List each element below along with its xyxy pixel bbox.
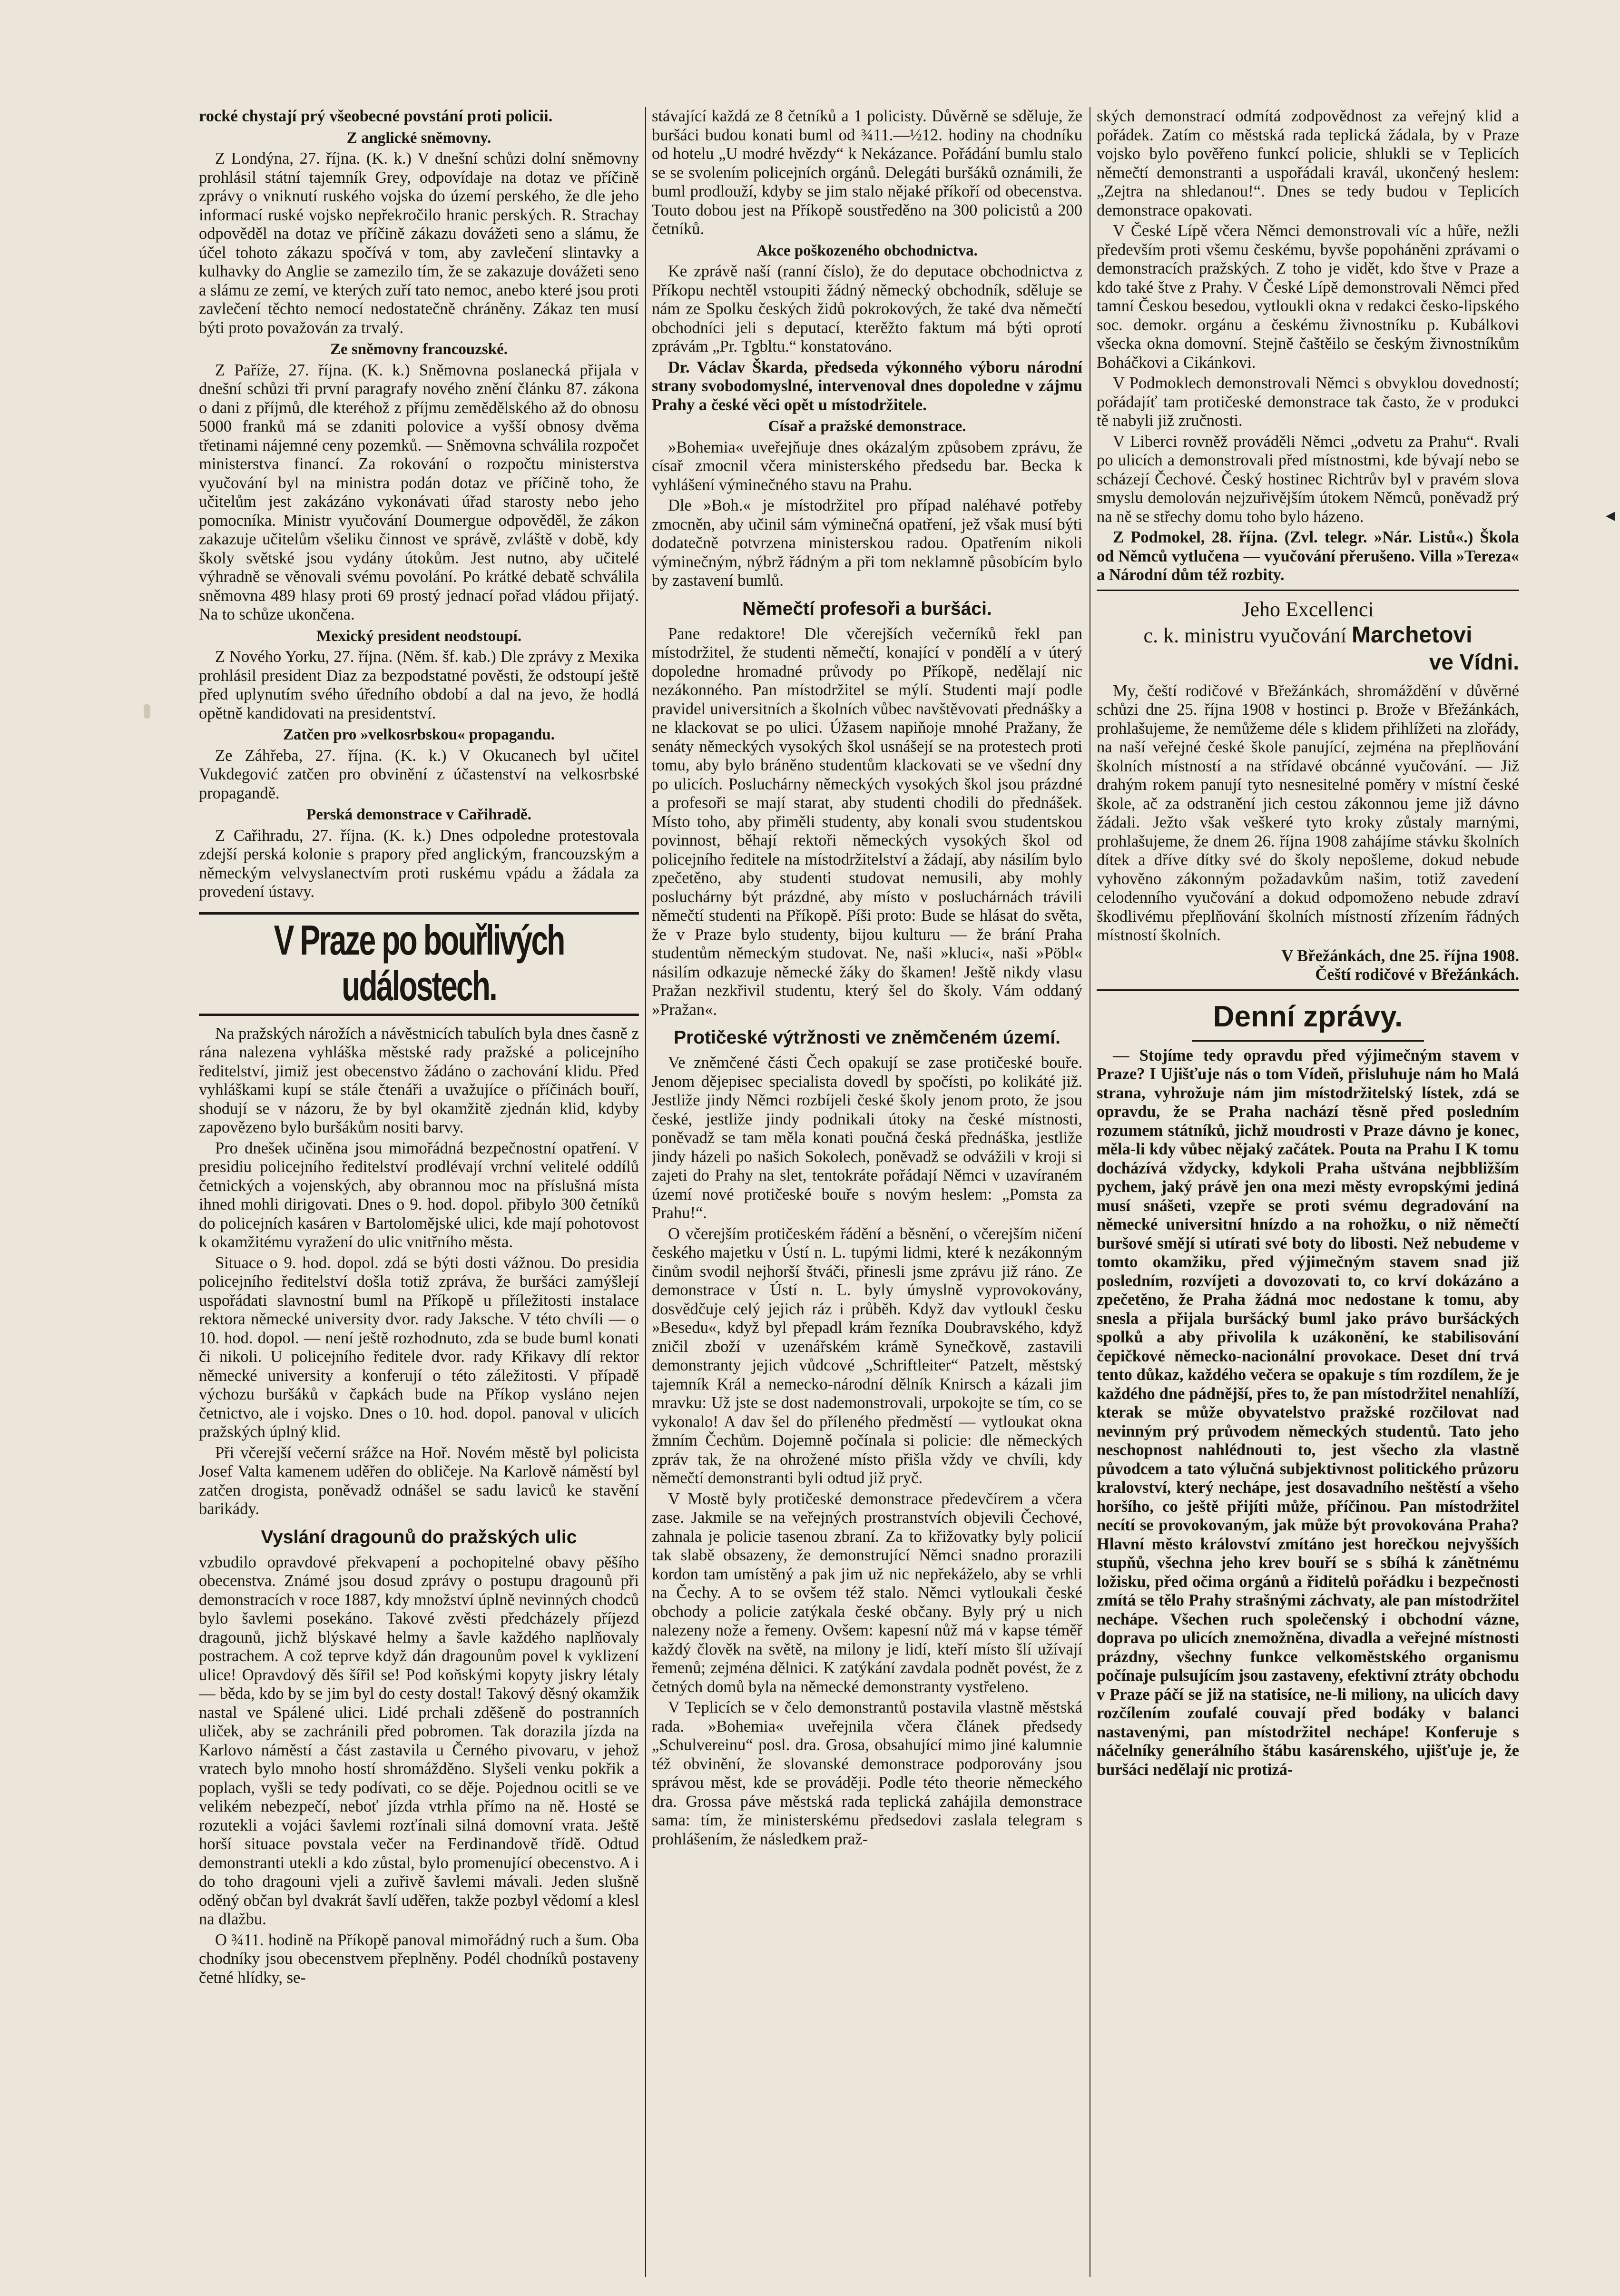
telegram-text: Z Podmokel, 28. října. (Zvl. telegr. »Nár. Listů«.) Škola od Němců vytlučena — vyučování přerušeno. Villa »Tereza« a Národní dům též rozbity. — [1097, 528, 1519, 584]
article-text: Ke zprávě naší (ranní číslo), že do deputace obchodnictva z Příkopu nechtěl vstoupiti žádný německý obchodník, sděluje se nám ze Spolku českých židů pokrokových, že také dva němečtí obchodníci jeli s deputací, kterěžto faktum má býti oprotí zprávám „Pr. Tgbltu.“ konstatováno. — [652, 262, 1082, 355]
article-text: — Stojíme tedy opravdu před výjimečným stavem v Praze? I Ujišťuje nás o tom Vídeň, přisluhuje nám ho Malá strana, vyhrožuje nám jim místodržitelský lístek, zdá se opravdu, že se Praha nachází těsně před posledním rozumem státníků, jichž moudrosti v Praze dávno je konec, měla-li kdy vůbec nějaký začátek. Pouta na Prahu I K tomu docházívá vždycky, kdykoli Praha uštvána nejbbližším pychem, jaký právě jen ona mezi městy evropskými jediná musí snášeti, vzepře se proti svému degradování na německé universitní hnízdo a na rohožku, o niž němečtí buršové smějí si utírati své boty do libosti. Než nebudeme v tomto okamžiku, před výjimečným stavem snad již posledním, rozvíjeti a dovozovati to, co krví dokázáno a zpečetěno, že Praha žádná moc nedostane k tomu, aby snesla a přijala buršácký buml jako právo buršáckých spolků a aby přivolila k uzákonění, ke stabilisování čepičkové německo-nacionální provokace. Deset dní trvá tento důkaz, každého večera se opakuje s tím rozdílem, že je každého dne pádnější, přes to, že pan místodržitel nenahlíží, kterak se může obyvatelstvo pražské rozčilovat nad nevinným prý průvodem německých studentů. Tato jeho neschopnost nahlédnouti to, jest všecho zla vlastně původcem a tato výlučná subjektivnost politického průzoru kralovství, který nechápe, jest dosavadního neštěstí a všeho horšího, co ještě přijíti může, příčinou. Pan místodržitel necítí se provokovaným, jak může být provokována Praha? Hlavní město království zmítáno jest horečkou nejvyšších stupňů, všechna jeho krev bouří se s sbíhá k zánětnému ložisku, před očima orgánů a řiditelů pořádku i bezpečnosti zmítá se tělo Prahy strašnými záchvaty, ale pan místodržitel nechápe. Všechen ruch společenský i obchodní vázne, doprava po ulicích znemožněna, divadla a veřejné místnosti prázdny, všechny funkce velkoměstského organismu počínaje pulsujícím jsou zastaveny, efektivní ztráty obchodu v Praze páčí se již na statisíce, ne-li miliony, na ulicích davy rozčílením zoufalé couvají před bodáky v balanci nastavenými, pan místodržitel nechápe! Konferuje s náčelníky generálního štábu kasárenského, ujišťuje je, že buršáci nedělají nic protizá- — [1097, 1046, 1519, 1779]
headline-cisar: Císař a pražské demonstrace. — [768, 418, 966, 435]
article-text: Z Paříže, 27. října. (K. k.) Sněmovna poslanecká přijala v dnešní schůzi tři první paragrafy nového znění článku 87. zákona o dani z příjmů, dle kteréhož z příjmu zemědělského až do obnosu 5000 franků má se zdaniti polovice a vyšší obnosy dvěma třetinami nájemné ceny pozemků. — Sněmovna schválila rozpočet ministerstva financí. Za rokování o rozpočtu ministerstva vyučování byl na ministra podán dotaz ve příčině toho, že učitelům jest zakázáno vykonávati úřad starosty nebo jeho pomocníka. Ministr vyučování Doumergue odpověděl, že zákon zakazuje učitelům všeliku činnost ve správě, zvláště v době, kdy školy světské jsou vydány útokům. Jest nutno, aby učitelé výhradně se věnovali svému povolání. Po krátké debatě schválila sněmovna 489 hlasy proti 69 prostý jednací pořad vládou přijatý. Na to schůze ukončena. — [199, 361, 639, 623]
article-text: Dle »Boh.« je místodržitel pro případ naléhavé potřeby zmocněn, aby učinil sám výminečná opatření, jež však musí býti dodatečně potvrzena ministerskou radou. Opatřením nikoli výminečným, nýbrž řádným a při tom neklamně působícím bylo by zastavení bumlů. — [652, 496, 1082, 590]
headline-nemecti-profesori: Němečtí profesoři a buršáci. — [742, 598, 992, 619]
letter-date: V Břežánkách, dne 25. října 1908. — [1281, 946, 1519, 965]
article-continuation: stávající každá ze 8 četníků a 1 policisty. Důvěrně se sděluje, že buršáci budou konati buml od ¾11.—½12. hodiny na chodníku od hotelu „U modré hvězdy“ k Nekázance. Pořádání bumlu stalo se se svolením policejních orgánů. Delegáti buršáků oznámili, že buml prodlouží, kdyby se jim stalo nějaké příkoří od obecenstva. Touto dobou jest na Příkopě soustředěno na 300 policistů a 200 četníků. — [652, 107, 1082, 238]
article-text: O ¾11. hodině na Příkopě panoval mimořádný ruch a šum. Oba chodníky jsou obecenstvem přeplněny. Podél chodníků postaveny četné hlídky, se- — [199, 1931, 639, 1987]
column-2 — [652, 107, 1082, 2277]
letter-text: My, čeští rodičové v Břežánkách, shromáždění v důvěrné schůzi dne 25. října 1908 v hostinci p. Brože v Břežánkách, prohlašujeme, že nemůžeme déle s klidem přihlížeti na zlořády, na naší veřejné české škole panující, zejména na přeplňování školních místností a na střídavé obcánné vyučování. — Již drahým rokem panují tyto nesnesitelné poměry v místní české škole, ač za odstranění jich cestou zákonnou jeme již dávno žádali. Ježto však veškeré tyto kroky zůstaly marnými, prohlašujeme, že dnem 26. října 1908 zahájíme stávku školních dítek a dříve dítky své do školy nepošleme, dokud nebude vyhověno zákonným požadavkům našim, totiž zavedení celodenního vyučování a dokud odpomoženo nebude zdraví škodlivému přeplňování školních místností zřízením řádných místností školních. — [1097, 681, 1519, 944]
article-text: Z Cařihradu, 27. října. (K. k.) Dnes odpoledne protestovala zdejší perská kolonie s prapory před anglickým, francouzským a německým velvyslanectvím proti ruskému vpádu a žádala za provedení ústavy. — [199, 826, 639, 901]
margin-mark-icon: ◂ — [1606, 504, 1615, 525]
article-text: Situace o 9. hod. dopol. zdá se býti dosti vážnou. Do presidia policejního ředitelství došla totiž zpráva, že buršáci zamýšlejí uspořádati slavnostní buml na Příkopě u příležitosti instalace rektora německé university dvor. rady Jaksche. V této chvíli — o 10. hod. dopol. — není ještě rozhodnuto, zda se bude buml konati či nikoli. U policejního ředitele dvor. rady Křikavy dlí rektor německé university a konferují o této záležitosti. V případě výchozu buršáků v čapkách bude na Příkop vysláno nejen četnictvo, ale i vojsko. Dnes o 10. hod. dopol. panoval v ulicích pražských úplný klid. — [199, 1253, 639, 1441]
column-rule — [645, 107, 646, 2277]
headline-akce-obchodnictva: Akce poškozeného obchodnictva. — [756, 242, 978, 259]
article-text: »Bohemia« uveřejňuje dnes okázalým způsobem zprávu, že císař zmocnil včera ministerského předsedu bar. Becka k vyhlášení výminečného stavu na Prahu. — [652, 438, 1082, 494]
letter-addressee — [1097, 622, 1519, 649]
headline-perska-demonstrace: Perská demonstrace v Cařihradě. — [306, 806, 531, 823]
divider — [1097, 989, 1519, 991]
article-continuation: ských demonstrací odmítá zodpovědnost za veřejný klid a pořádek. Zatím co městská rada teplická žádala, by v Praze vojsko bylo pověřeno funkcí policie, shlukli se v Teplicích němečtí demonstranti a uspořádali kravál, ukončený heslem: „Zejtra na shledanou!“. Dnes se tedy budou v Teplicích demonstrace opakovati. — [1097, 107, 1519, 219]
article-text: Ve zněmčené části Čech opakují se zase protičeské bouře. Jenom dějepisec specialista dovedl by spočísti, po kolikáté již. Jestliže jindy Němci rozbíjeli české školy jenom proto, že jsou české, jestliže jindy podnikali útoky na české místnosti, poněvadž se tam měla konati poučná česká přednáška, jestliže jindy házeli po našich Sokolech, poněvadž se odvážili v kroji si zajeti do Prahy na slet, tentokráte pořádají Němci v uzavíraném území nové protičeské bouře s novým heslem: „Pomsta za Prahu!“. — [652, 1054, 1082, 1222]
article-text: V Liberci rovněž prováděli Němci „odvetu za Prahu“. Rvali po ulicích a demonstrovali před místnostmi, kde bývají nebo se scházejí Čechové. Český hostinec Richtrův byl v pravém slova smyslu demolován nejzuřivějším útokem Němců, poněvadž prý na ně se střechy domu toho bylo házeno. — [1097, 432, 1519, 526]
headline-zatcen: Zatčen pro »velkosrbskou« propagandu. — [283, 726, 555, 743]
article-text: Z Nového Yorku, 27. října. (Něm. šf. kab.) Dle zprávy z Mexika prohlásil president Diaz za bezpodstatné pověsti, že odstoupí ještě před uplynutím svého úředního období a dal na jevo, že hodlá opětně kandidovati na presidentství. — [199, 648, 639, 722]
article-text: Při včerejší večerní srážce na Hoř. Novém městě byl policista Josef Valta kamenem uděřen do obličeje. Na Karlově náměstí byl zatčen drogista, poněvadž odnášel se sadu laviců ke stavění barikády. — [199, 1443, 639, 1518]
headline-francouzska-snemovna: Ze sněmovny francouzské. — [330, 341, 508, 358]
article-text: vzbudilo opravdové překvapení a pochopitelné obavy pěšího obecenstva. Známé jsou dosud zprávy o postupu dragounů při demonstracích v roce 1887, kdy množství úplně nevinných chodců bylo šavlemi posekáno. Takové zvěsti předcházely příjezd dragounů, jichž blýskavé helmy a šavle každého naplňovaly postrachem. A což teprve když dán dragounům povel k vyklizení ulice! Opravdový děs šířil se! Pod koňskými kopyty jiskry létaly — běda, kdo by se jim byl do cesty dostal! Takový děsný okamžik nastal ve Spálené ulici. Lidé prchali zděšeně do postranních uliček, aby se zachránili před pobromen. Tak dorazila jízda na Karlovo náměstí a část zastavila u Černého pivovaru, v jehož vratech bylo mnoho hostí shromážděno. Slyšeli venku pokřik a poplach, vyšli se tedy podívati, co se děje. Pojednou ocitli se ve velikém nebezpečí, neboť jízda vtrhla přímo na ně. Hosté se rozutekli a vojáci šavlemi rozťínali silná domovní vrata. Ještě horší situace povstala večer na Ferdinandově třídě. Odtud demonstranti utekli a kdo zůstal, bylo promenující obecenstvo. A i do toho dragouni vjeli a zuřivě šavlemi mávali. Jeden slušně oděný občan byl dvakrát šavlí uděřen, takže pozbyl vědomí a klesl na dlažbu. — [199, 1553, 639, 1928]
page-stain — [144, 704, 150, 719]
letter-addressee-title: c. k. ministru vyučování — [1143, 623, 1352, 647]
article-text: O včerejším protičeském řádění a běsnění, o včerejším ničení českého majetku v Ústí n. L. tupými lidmi, které k nezákonným činům svodil nejhorší štváči, přinesli jsme zprávu již ráno. Ze demonstrace v Ústí n. L. byly úmyslně vyprovokovány, dosvědčuje celý jejich ráz i průběh. Když dav vytloukl česku »Besedu«, když byl přepadl krám řezníka Doubravského, když zničil zboží v uzenářském krámě Synečkově, zastavili demonstranty jejich vůdcové „Schriftleiter“ Patzelt, městský tajemník Král a nemecko-národní dělník Knirsch a kázali jim mravku: Už jste se dost nademonstrovali, urpokojte se tím, co se vykonalo! A dav šel do příleného předměstí — vytloukat okna žmním Čechům. Dojemně počínala si policie: dle německých zpráv tak, že na ohrožené místo přišla vždy ve chvíli, kdy němečtí demonstranti byli odtud již pryč. — [652, 1224, 1082, 1487]
article-text: Pro dnešek učiněna jsou mimořádná bezpečnostní opatření. V presidiu policejního ředitelství prodlévají vrchní velitelé oddílů četnických a vojenských, aby obrannou moc na příslušná místa ihned mohli dirigovati. Dnes o 9. hod. dopol. přibylo 300 četníků do policejních kasáren v Bartolomějské ulici, kde mají pohotovost k okamžitému vyražení do ulic vnitřního města. — [199, 1139, 639, 1251]
headline-mexicky-president: Mexický president neodstoupí. — [316, 627, 522, 645]
article-text: V České Lípě včera Němci demonstrovali víc a hůře, nežli především proti všemu českému, byvše popoháněni zprávami o demonstracích pražských. Z toho je vidět, kdo štve v Praze a kdo také štve z Prahy. V České Lípě demonstrovali Němci před tamní Českou besedou, vytloukli okna v redakci česko-lipského soc. demokr. orgánu a českému živnostníku p. Kubálkovi všecka okna domovní. Stejně čaštěilo se českým živnostníkům Boháčkovi a Cikánkovi. — [1097, 222, 1519, 372]
letter-place: ve Vídni. — [1429, 649, 1519, 674]
headline-anglicka-snemovna: Z anglické sněmovny. — [346, 129, 491, 147]
article-text: Ze Záhřeba, 27. října. (K. k.) V Okucanech byl učitel Vukdegović zatčen pro obvinění z účastenství na velkosrbské propagandě. — [199, 746, 639, 802]
divider-short — [1192, 1040, 1424, 1042]
letter-salutation: Jeho Excellenci — [1242, 597, 1374, 621]
open-letter-header — [1097, 597, 1519, 675]
section-heading-denni-zpravy: Denní zprávy. — [1213, 1000, 1403, 1033]
divider — [1097, 590, 1519, 591]
article-text: Dr. Václav Škarda, předseda výkonného výboru národní strany svobodomyslné, intervenoval dnes dopoledne v zájmu Prahy a české věci opět u místodržitele. — [652, 358, 1082, 414]
article-text: Na pražských nárožích a návěstnicích tabulích byla dnes časně z rána nalezena vyhláška městské rady pražské a policejního ředitelství, jimiž jest obecenstvo žádáno o zachování klidu. Před vyhláškami kupí se stále čtenáři a uvažujíce o příčinách bouří, shodují se v názoru, že by byl okamžitě zjednán klid, kdyby zapovězeno bylo buršákům nositi barvy. — [199, 1024, 639, 1136]
letter-addressee-name: Marchetovi — [1352, 622, 1473, 648]
headline-vyslani-dragounu: Vyslání dragounů do pražských ulic — [261, 1527, 577, 1547]
article-text: Z Londýna, 27. října. (K. k.) V dnešní schůzi dolní sněmovny prohlásil státní tajemník Grey, odpovídaje na dotaz ve příčině zprávy o vniknutí ruského vojska do území perského, že dle jeho informací ruské vojsko nepřekročilo hranic perských. R. Strachay odpověděl na dotaz ve příčině zákazu dovážeti seno a slámu, že účel tohoto zákazu spočívá v tom, aby zavlečení slintavky a kulhavky do Anglie se zamezilo tím, že se zakazuje dovážeti seno a slámu ze zemí, ve kterých zuří tato nemoc, anebo které jsou proti zavlečení těchto nemocí nedostatečně chráněny. Zákaz ten musí býti proto považován za trvalý. — [199, 149, 639, 337]
headline-proticeske-vytrznosti: Protičeské výtržnosti ve zněmčeném území. — [674, 1027, 1060, 1048]
banner-headline: V Praze po bouřlivých událostech. — [199, 912, 639, 1016]
article-text: V Mostě byly protičeské demonstrace předevčírem a včera zase. Jakmile se na veřejných prostranstvích objevili Čechové, zahnala je policie tasenou zbraní. Za to křižovatky byly policií tak slabě obsazeny, že demonstrující Němci snadno prorazili kordon tam umístěný a pak jim už nic nepřekáželo, aby se vrhli na Čechy. A to se ovšem též stalo. Němci vytloukali české obchody a policie zatýkala české občany. Byly prý u nich nalezeny nože a řemeny. Ovšem: kapesní nůž má v kapse téměř každý člověk na světě, na milony je lidí, kteří místo šlí užívají řemenů; zejména dělnici. K zatýkání zavdala podnět povést, že z četných domů byla na německé demonstranty vystřeleno. — [652, 1489, 1082, 1696]
article-text: Pane redaktore! Dle včerejších večerníků řekl pan místodržitel, že studenti němečtí, konající v pondělí a v úterý dopoledne hromadné průvody po Příkopě, nedělají nic nezákonného. Pan místodržitel se mýlí. Studenti mají podle pravidel universitních a školních vůbec navštěvovati přednášky a ne klackovat se po ulici. Úžasem napiňoje mnohé Pražany, že senáty německých vysokých škol usnášejí se na protestech proti tomu, aby bylo bráněno studentům klackovati se ve všední dny po ulicích. Posluchárny německých vysokých škol jsou prázdné a profesoři se mají starat, aby studenti chodili do přednášek. Místo toho, aby přiměli studenty, aby konali svou studentskou povinnost, běhají rektoři německých vysokých škol od policejního ředitele na místodržitelství a žádají, aby násilím bylo zpečetěno, aby studenti studovat nemusili, aby mohly posluchárny být prázdné, aby místo v posluchárnách trávili němečtí studenti na Příkopě. Píši proto: Bude se hlásat do světa, že v Praze bylo studenty, bijou kulturu — že brání Praha studentům německým studovat. Ne, naši »kluci«, naši »Pöbl« násilím odkazuje německé žáky do škamen! Ještě nikdy vlasu Pražan nezkřivil studentu, který šel do školy. Vám oddaný »Pražan«. — [652, 624, 1082, 1019]
article-continuation: rocké chystají prý všeobecné povstání proti policii. — [199, 107, 553, 125]
column-1 — [199, 107, 639, 2277]
letter-signature: Čeští rodičové v Břežánkách. — [1315, 966, 1519, 984]
article-text: V Teplicích se v čelo demonstrantů postavila vlastně městská rada. »Bohemia« uveřejnila včera článek předsedy „Schulvereinu“ posl. dra. Grosa, obsahující mimo jiné kalumnie též obvinění, že slovanské demonstrace podporovány jsou správou měst, kde se prováději. Podle této theorie německého dra. Grossa páve městská rada teplická zahájila demonstrace sama: tím, že ministerskému předsedovi zaslala telegram s prohlášením, že následkem praž- — [652, 1698, 1082, 1848]
article-text: V Podmoklech demonstrovali Němci s obvyklou dovedností; pořádajíť tam protičeské demonstrace tak často, že v produkci tě nabyli již zručnosti. — [1097, 374, 1519, 430]
column-3 — [1097, 107, 1519, 2277]
